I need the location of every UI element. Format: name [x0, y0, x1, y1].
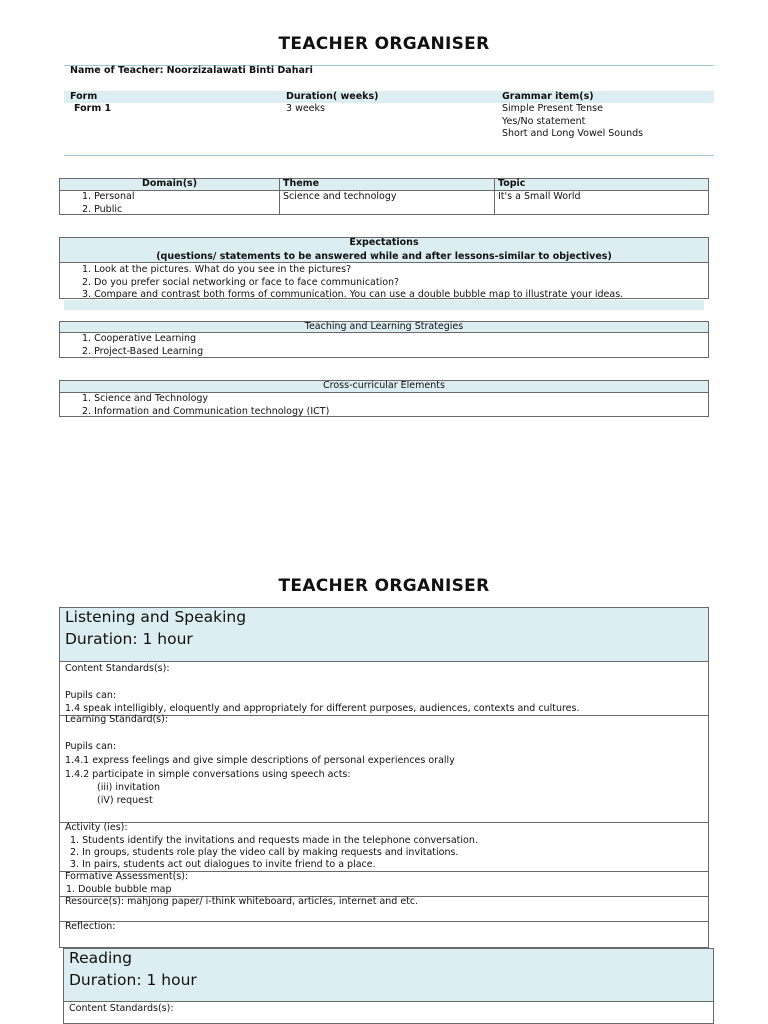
formative-item: 1. Double bubble map [66, 884, 172, 895]
learning-standard: 1.4.2 participate in simple conversations using speech acts: [65, 769, 351, 780]
domain-list [82, 191, 134, 216]
reflection-label: Reflection: [65, 921, 116, 932]
list-item: 1. Look at the pictures. What do you see in the pictures? [82, 264, 352, 275]
duration-header: Duration( weeks) [286, 91, 379, 102]
grammar-item: Simple Present Tense [502, 103, 603, 114]
column-divider [494, 178, 495, 215]
form-value: Form 1 [74, 103, 112, 114]
resources: Resource(s): mahjong paper/ i-think whiteboard, articles, internet and etc. [65, 896, 419, 907]
activity-list [70, 835, 478, 871]
list-item: 3. In pairs, students act out dialogues to invite friend to a place. [70, 859, 376, 870]
content-standard-text: 1.4 speak intelligibly, eloquently and appropriately for different purposes, audiences, contexts and cultures. [65, 703, 580, 714]
page-title: TEACHER ORGANISER [278, 34, 490, 54]
grammar-item: Yes/No statement [502, 115, 586, 127]
cross-curricular-title: Cross-curricular Elements [323, 380, 445, 391]
list-item: 3. Compare and contrast both forms of communication. You can use a double bubble map to illustrate your ideas. [82, 289, 624, 300]
row-divider [60, 822, 708, 823]
list-item: 1. Personal [82, 191, 135, 202]
theme-header: Theme [283, 178, 320, 189]
header-band [64, 91, 714, 103]
expectations-list [82, 264, 623, 302]
pupils-can-label: Pupils can: [65, 690, 117, 701]
cross-curricular-list [82, 393, 329, 418]
learning-standards-label: Learning Standard(s): [65, 714, 169, 725]
column-divider [279, 178, 280, 215]
content-standards-label: Content Standards(s): [65, 663, 170, 674]
teacher-name: Name of Teacher: Noorzizalawati Binti Dahari [70, 65, 313, 76]
pupils-can-label: Pupils can: [65, 741, 117, 752]
list-item: 2. Public [82, 203, 123, 215]
list-item: 1. Cooperative Learning [82, 333, 197, 344]
section-heading: Listening and Speaking [65, 608, 247, 626]
expectations-title: Expectations [349, 237, 419, 248]
activity-label: Activity (ies): [65, 822, 128, 833]
section-duration: Duration: 1 hour [65, 630, 193, 648]
list-item: 2. Information and Communication technology (ICT) [82, 405, 330, 417]
list-item: 2. Project-Based Learning [82, 345, 204, 357]
duration-value: 3 weeks [286, 103, 325, 114]
divider [64, 155, 714, 156]
row-divider [60, 921, 708, 922]
form-header: Form [70, 91, 98, 102]
page-title: TEACHER ORGANISER [278, 576, 490, 596]
content-standards-label: Content Standards(s): [69, 1003, 174, 1014]
grammar-item: Short and Long Vowel Sounds [502, 128, 644, 139]
strategies-title: Teaching and Learning Strategies [304, 321, 464, 332]
topic-header: Topic [498, 178, 526, 189]
list-item: 2. Do you prefer social networking or face to face communication? [82, 276, 400, 288]
list-item: (iii) invitation [97, 782, 161, 793]
speech-acts-list [97, 782, 160, 807]
list-item: 1. Science and Technology [82, 393, 209, 404]
learning-standard: 1.4.1 express feelings and give simple descriptions of personal experiences orally [65, 755, 455, 766]
topic-value: It's a Small World [498, 191, 581, 202]
list-item: 1. Students identify the invitations and requests made in the telephone conversation. [70, 835, 478, 846]
domain-header: Domain(s) [141, 178, 198, 189]
section-duration: Duration: 1 hour [69, 971, 197, 989]
grammar-header: Grammar item(s) [502, 91, 594, 102]
section-heading: Reading [69, 949, 132, 967]
grammar-list [502, 103, 643, 141]
list-item: (iV) request [97, 794, 153, 806]
formative-label: Formative Assessment(s): [65, 871, 189, 882]
list-item: 2. In groups, students role play the video call by making requests and invitations. [70, 847, 459, 858]
expectations-subtitle: (questions/ statements to be answered while and after lessons-similar to objectives) [156, 251, 612, 262]
theme-value: Science and technology [283, 191, 397, 202]
strategies-list [82, 333, 203, 358]
spacer-band [64, 300, 704, 310]
